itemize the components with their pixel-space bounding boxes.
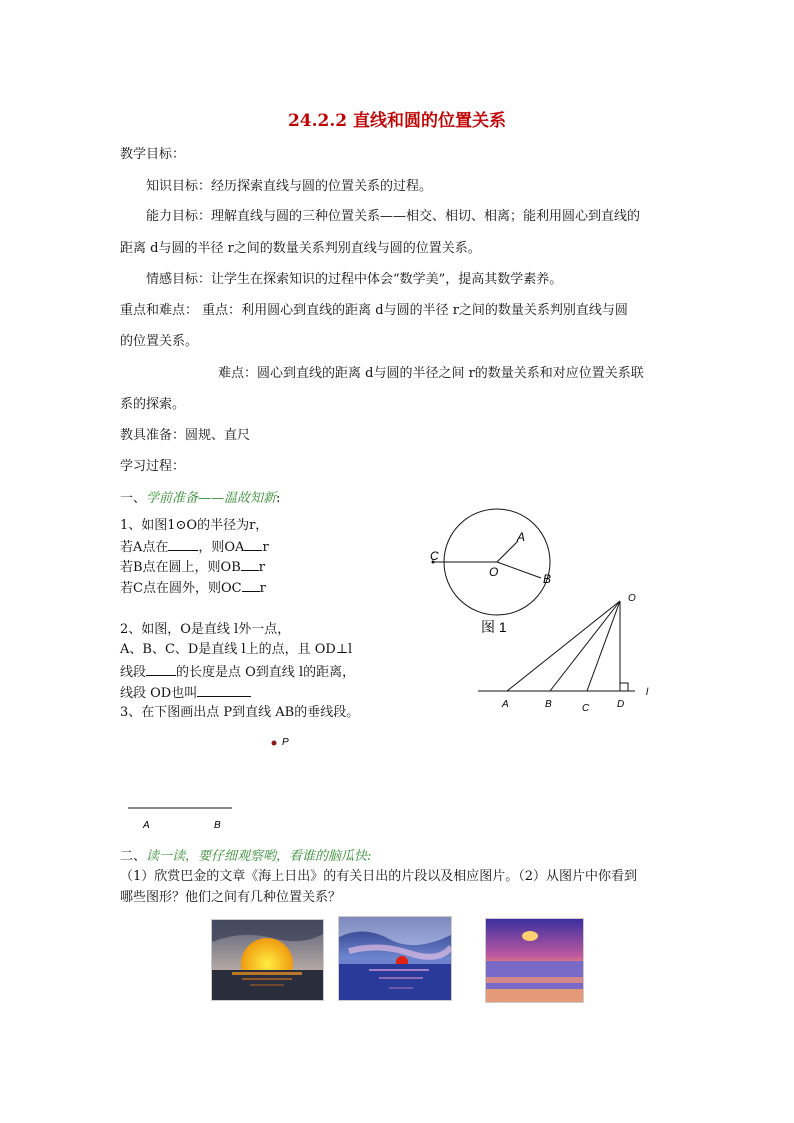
label-o: O bbox=[628, 593, 636, 604]
read-line1: （1）欣赏巴金的文章《海上日出》的有关日出的片段以及相应图片。（2）从图片中你看到 bbox=[120, 869, 638, 884]
ability-objective-line1: 能力目标：理解直线与圆的三种位置关系——相交、相切、相离；能利用圆心到直线的 bbox=[146, 209, 641, 224]
point-p bbox=[272, 741, 277, 746]
figure-1-caption: 图 1 bbox=[481, 619, 507, 635]
objectives-heading: 教学目标： bbox=[120, 147, 186, 162]
process-heading: 学习过程： bbox=[120, 459, 186, 474]
section1-prefix: 一、 bbox=[120, 491, 147, 506]
q1-line3-text-b: r bbox=[258, 560, 265, 575]
q2-line3 bbox=[120, 662, 355, 682]
figure-3-point-line-diagram bbox=[120, 730, 300, 835]
answer-blank[interactable] bbox=[197, 683, 251, 697]
label-d: D bbox=[617, 699, 625, 710]
difficulty-line1: 难点：圆心到直线的距离 d与圆的半径之间 r的数量关系和对应位置关系联 bbox=[218, 366, 644, 381]
answer-blank[interactable] bbox=[241, 557, 259, 571]
label-l: l bbox=[646, 687, 649, 698]
q2-line1: 2、如图，O是直线 l外一点， bbox=[120, 622, 291, 637]
answer-blank[interactable] bbox=[244, 537, 262, 551]
section2-heading bbox=[120, 848, 371, 866]
key-points-line2: 的位置关系。 bbox=[120, 334, 199, 349]
section1-heading bbox=[120, 490, 280, 508]
figure-2-line-diagram bbox=[470, 590, 660, 720]
q1-line1: 1、如图1⊙O的半径为r， bbox=[120, 518, 269, 533]
right-angle-mark bbox=[620, 683, 628, 691]
tools-line: 教具准备：圆规、直尺 bbox=[120, 428, 251, 443]
knowledge-objective: 知识目标：经历探索直线与圆的位置关系的过程。 bbox=[146, 179, 433, 194]
q2-line2: A、B、C、D是直线 l上的点，且 OD⊥l bbox=[120, 642, 353, 657]
segment-ob bbox=[550, 601, 620, 691]
section2-prefix: 二、 bbox=[120, 849, 147, 864]
sunrise-photo-2 bbox=[338, 916, 452, 1001]
q1-line3-text-a: 若B点在圆上，则OB bbox=[120, 560, 241, 575]
q2-line4-text: 线段 OD也叫 bbox=[120, 686, 198, 701]
segment-ob bbox=[497, 562, 541, 578]
answer-blank[interactable] bbox=[168, 537, 198, 551]
ability-objective-line2: 距离 d与圆的半径 r之间的数量关系判别直线与圆的位置关系。 bbox=[120, 241, 481, 256]
q1-line4 bbox=[120, 578, 266, 598]
segment-oa bbox=[497, 541, 518, 562]
q1-line3 bbox=[120, 557, 265, 577]
label-b: B bbox=[543, 572, 552, 586]
section1-suffix: : bbox=[276, 491, 281, 506]
label-c: C bbox=[430, 549, 439, 563]
label-b: B bbox=[214, 820, 221, 831]
q1-line2-text-a: 若A点在 bbox=[120, 540, 169, 555]
section2-label: 读一读，要仔细观察哟，看谁的脑瓜快: bbox=[146, 849, 372, 864]
sunrise-photo-1 bbox=[211, 919, 324, 1001]
q2-line3-text-b: 的长度是点 O到直线 l的距离， bbox=[176, 665, 356, 680]
label-a: A bbox=[517, 530, 526, 544]
sunrise-photo-3 bbox=[485, 918, 584, 1003]
section1-label: 学前准备——温故知新 bbox=[146, 491, 277, 506]
q1-line2-text-c: r bbox=[262, 540, 269, 555]
label-a: A bbox=[502, 699, 509, 710]
q2-line4 bbox=[120, 683, 251, 703]
label-a: A bbox=[143, 820, 150, 831]
q1-line4-text-a: 若C点在圆外，则OC bbox=[120, 581, 242, 596]
q2-line3-text-a: 线段 bbox=[120, 665, 147, 680]
q1-line2-text-b: ，则OA bbox=[198, 540, 245, 555]
key-points-line1: 重点和难点： 重点：利用圆心到直线的距离 d与圆的半径 r之间的数量关系判别直线与圆 bbox=[120, 303, 628, 318]
label-p: P bbox=[282, 737, 289, 748]
read-line2: 哪些图形？他们之间有几种位置关系？ bbox=[120, 890, 342, 905]
q1-line4-text-b: r bbox=[259, 581, 266, 596]
label-b: B bbox=[545, 699, 552, 710]
q3-line1: 3、在下图画出点 P到直线 AB的垂线段。 bbox=[120, 705, 360, 720]
emotion-objective: 情感目标：让学生在探索知识的过程中体会“数学美”，提高其数学素养。 bbox=[146, 272, 563, 287]
label-c: C bbox=[582, 703, 590, 714]
answer-blank[interactable] bbox=[242, 578, 260, 592]
answer-blank[interactable] bbox=[146, 662, 176, 676]
q1-line2 bbox=[120, 537, 269, 557]
page-title: 24.2.2 直线和圆的位置关系 bbox=[287, 111, 507, 131]
label-o: O bbox=[489, 565, 499, 579]
difficulty-line2: 系的探索。 bbox=[120, 397, 186, 412]
